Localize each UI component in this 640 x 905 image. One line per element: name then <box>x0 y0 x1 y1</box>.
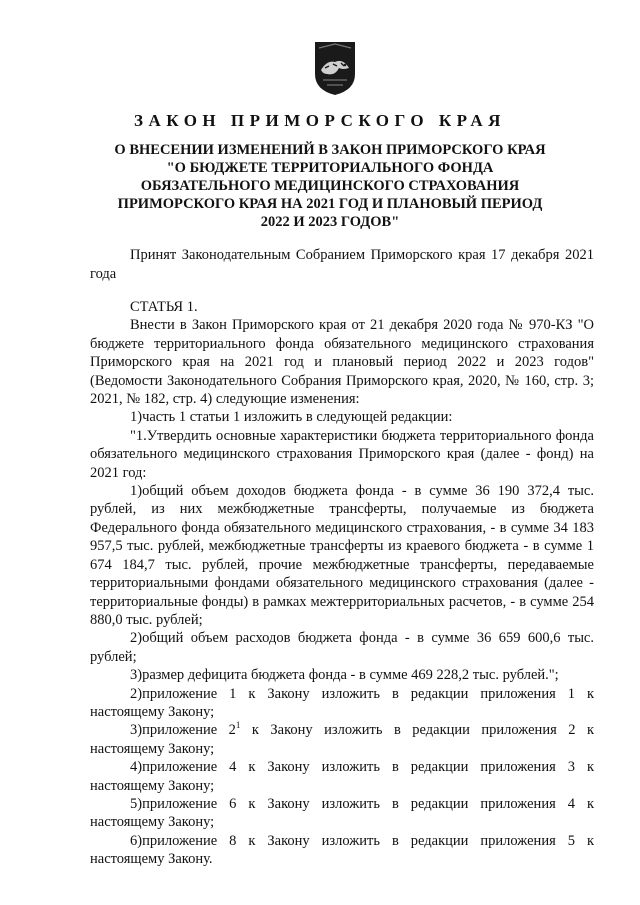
law-subtitle <box>80 141 580 231</box>
paragraph: 5)приложение 6 к Закону изложить в редакции приложения 4 к настоящему Закону; <box>90 795 594 831</box>
subtitle-line: ОБЯЗАТЕЛЬНОГО МЕДИЦИНСКОГО СТРАХОВАНИЯ <box>140 178 520 194</box>
paragraph: 6)приложение 8 к Закону изложить в редакции приложения 5 к настоящему Закону. <box>90 832 594 868</box>
paragraph: "1.Утвердить основные характеристики бюджета территориального фонда обязательного медицинского страхования Приморского края (далее - фонд) на 2021 год: <box>90 427 594 481</box>
paragraph: Внести в Закон Приморского края от 21 декабря 2020 года № 970-КЗ "О бюджете территориального фонда обязательного медицинского страхования Приморского края на 2021 год и плановый период 2022 и 2023 годов" (Ведомости Законодательного Собрания Приморского края, 2020, № 160, стр. 3; 2021, № 182, стр. 4) следующие изменения: <box>90 317 594 408</box>
article-body <box>90 298 594 869</box>
paragraph: 1)часть 1 статьи 1 изложить в следующей редакции: <box>130 409 453 426</box>
coat-of-arms-emblem <box>313 40 357 96</box>
paragraph <box>90 721 594 758</box>
article-heading: СТАТЬЯ 1. <box>130 299 198 315</box>
paragraph: 1)общий объем доходов бюджета фонда - в сумме 36 190 372,4 тыс. рублей, из них межбюджетные трансферты, получаемые из бюджета Федерального фонда обязательного медицинского страхования, - в сумме 34 183 957,5 тыс. рублей, межбюджетные трансферты из краевого бюджета - в сумме 1 674 184,7 тыс. рублей, прочие межбюджетные трансферты, передаваемые территориальными фондами обязательного медицинского страхования (далее - территориальные фонды) в рамках межтерриториальных расчетов, - в сумме 254 880,0 тыс. рублей; <box>90 483 594 628</box>
paragraph-text: к Закону изложить в редакции приложения 2 к настоящему Закону; <box>90 722 594 757</box>
subtitle-line: О ВНЕСЕНИИ ИЗМЕНЕНИЙ В ЗАКОН ПРИМОРСКОГО КРАЯ <box>114 142 546 158</box>
subtitle-line: "О БЮДЖЕТЕ ТЕРРИТОРИАЛЬНОГО ФОНДА <box>166 160 494 176</box>
paragraph: 3)размер дефицита бюджета фонда - в сумме 469 228,2 тыс. рублей."; <box>130 667 559 684</box>
paragraph: 2)приложение 1 к Закону изложить в редакции приложения 1 к настоящему Закону; <box>90 685 594 720</box>
adoption-note: Принят Законодательным Собранием Приморского края 17 декабря 2021 года <box>90 247 594 282</box>
superscript: 1 <box>235 720 241 731</box>
paragraph-text: 3)приложение 2 <box>130 722 236 739</box>
paragraph: 4)приложение 4 к Закону изложить в редакции приложения 3 к настоящему Закону; <box>90 759 594 794</box>
subtitle-line: ПРИМОРСКОГО КРАЯ НА 2021 ГОД И ПЛАНОВЫЙ ПЕРИОД <box>117 196 543 212</box>
subtitle-line: 2022 И 2023 ГОДОВ" <box>260 214 400 230</box>
paragraph: 2)общий объем расходов бюджета фонда - в сумме 36 659 600,6 тыс. рублей; <box>90 630 594 665</box>
law-title: ЗАКОН ПРИМОРСКОГО КРАЯ <box>134 111 506 130</box>
